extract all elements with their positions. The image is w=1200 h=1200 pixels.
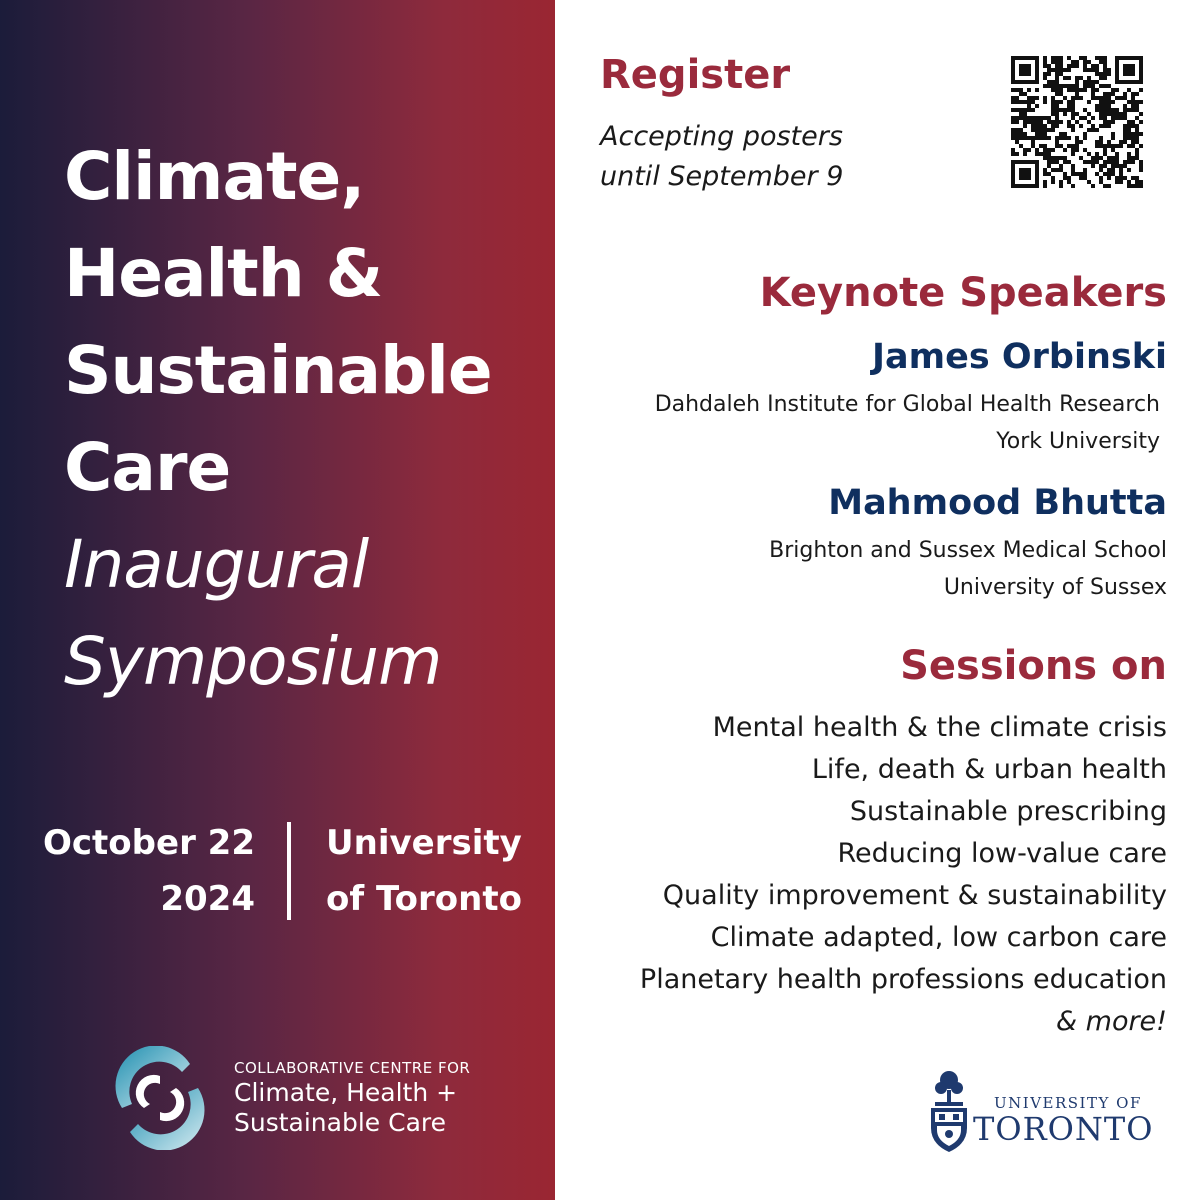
date-line: October 22 (43, 823, 255, 863)
title-line: Care (64, 429, 231, 506)
title-line: Health & (64, 235, 383, 312)
centre-logo-icon (108, 1046, 212, 1150)
university-label-small: UNIVERSITY OF (994, 1094, 1142, 1112)
left-panel (0, 0, 555, 1200)
event-location (326, 815, 522, 927)
registration-qr-code[interactable] (1011, 56, 1143, 188)
session-item: Mental health & the climate crisis (712, 712, 1167, 743)
date-line: 2024 (160, 879, 255, 919)
location-line: University (326, 823, 522, 863)
centre-label-line1: Climate, Health + (234, 1078, 458, 1107)
affiliation-line: York University (996, 429, 1160, 454)
session-item: Sustainable prescribing (849, 796, 1167, 827)
speaker-name: James Orbinski (872, 337, 1167, 377)
title-line: Climate, (64, 138, 365, 215)
speaker-name: Mahmood Bhutta (828, 483, 1167, 523)
location-line: of Toronto (326, 879, 522, 919)
register-note-line: until September 9 (600, 161, 844, 192)
centre-name (234, 1058, 470, 1138)
session-item: Climate adapted, low carbon care (710, 922, 1167, 953)
subtitle-line: Inaugural (64, 526, 369, 603)
session-item: Life, death & urban health (811, 754, 1167, 785)
centre-label-small: COLLABORATIVE CENTRE FOR (234, 1059, 471, 1077)
affiliation-line: University of Sussex (943, 575, 1167, 600)
sessions-heading: Sessions on (900, 643, 1167, 689)
register-heading: Register (600, 52, 791, 98)
register-note-line: Accepting posters (600, 121, 843, 152)
session-item: Quality improvement & sustainability (662, 880, 1167, 911)
speaker-affiliation (769, 532, 1167, 606)
date-location-divider (287, 822, 291, 920)
session-item: Reducing low-value care (837, 838, 1167, 869)
speaker-affiliation (655, 386, 1160, 460)
event-title (64, 128, 544, 710)
affiliation-line: Dahdaleh Institute for Global Health Research (654, 392, 1160, 417)
affiliation-line: Brighton and Sussex Medical School (769, 538, 1167, 563)
right-panel (555, 0, 1200, 1200)
sessions-more: & more! (1056, 1006, 1167, 1037)
university-crest-icon (925, 1066, 973, 1154)
sessions-list (640, 707, 1167, 1043)
subtitle-line: Symposium (64, 623, 442, 700)
event-date (43, 815, 255, 927)
keynote-heading: Keynote Speakers (759, 270, 1167, 316)
university-label-big: TORONTO (973, 1110, 1154, 1148)
centre-label-line2: Sustainable Care (234, 1108, 446, 1137)
session-item: Planetary health professions education (639, 964, 1167, 995)
title-line: Sustainable (64, 332, 492, 409)
register-note (600, 117, 843, 197)
